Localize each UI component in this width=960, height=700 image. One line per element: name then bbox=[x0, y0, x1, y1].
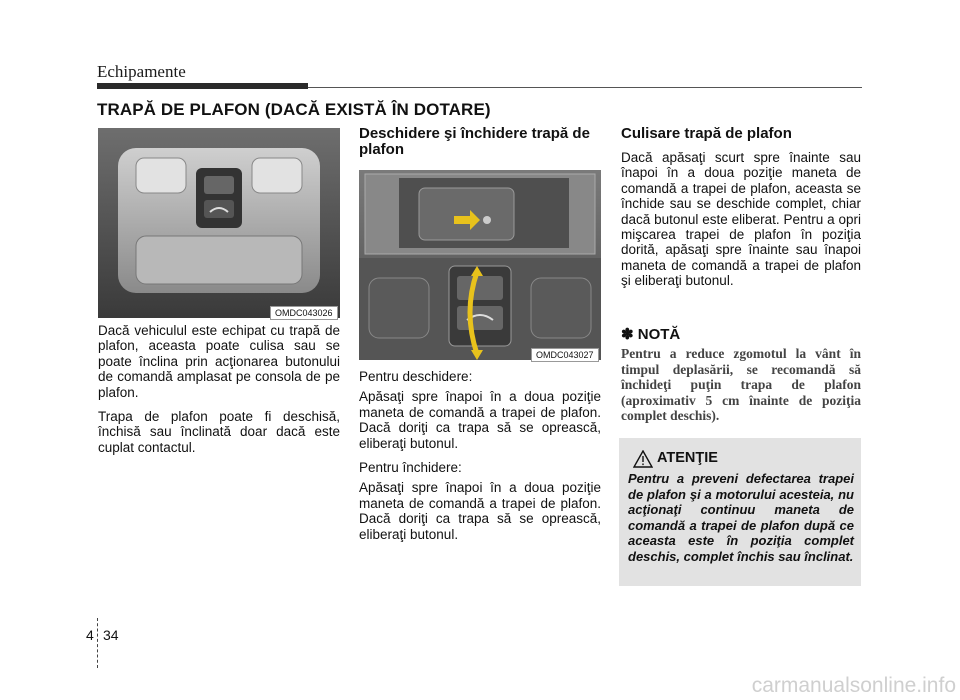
col3-text bbox=[621, 150, 861, 298]
col2-paragraph: Pentru închidere: bbox=[359, 460, 462, 476]
watermark: carmanualsonline.info bbox=[751, 674, 956, 697]
footer-divider bbox=[97, 618, 98, 668]
chapter-number: 4 bbox=[86, 627, 94, 643]
col1-paragraph: Trapa de plafon poate fi deschisă, închisă sau înclinată doar dacă este cuplat contactul. bbox=[98, 409, 340, 455]
warning-title: ATENŢIE bbox=[657, 450, 718, 466]
note-title: ✽ NOTĂ bbox=[621, 326, 681, 343]
col2-paragraph: Apăsaţi spre înapoi în a doua poziţie maneta de comandă a trapei de plafon. Dacă doriţi ca trapa să se oprească, eliberaţi butonul. bbox=[359, 389, 601, 451]
image-caption-1: OMDC043026 bbox=[270, 306, 338, 320]
section-title: TRAPĂ DE PLAFON (DACĂ EXISTĂ ÎN DOTARE) bbox=[97, 100, 491, 119]
col2-text bbox=[359, 369, 601, 551]
col3-title: Culisare trapă de plafon bbox=[621, 125, 792, 142]
col2-paragraph: Pentru deschidere: bbox=[359, 369, 473, 384]
col1-paragraph: Dacă vehiculul este echipat cu trapă de plafon, aceasta poate culisa sau se poate înclina prin acţionarea butonului de comandă amplasat pe consola de pe plafon. bbox=[98, 323, 340, 400]
page-number: 34 bbox=[103, 627, 119, 643]
warning-box bbox=[619, 438, 861, 586]
chapter-title: Echipamente bbox=[97, 62, 186, 81]
header-rule-thin bbox=[308, 87, 862, 88]
overhead-console-photo bbox=[98, 128, 340, 318]
col1-text bbox=[98, 323, 340, 464]
col2-paragraph: Apăsaţi spre înapoi în a doua poziţie maneta de comandă a trapei de plafon. Dacă doriţi ca trapa să se oprească, eliberaţi butonul. bbox=[359, 480, 601, 542]
warning-text: Pentru a preveni defectarea trapei de plafon şi a motorului acesteia, nu acţionaţi continuu maneta de comandă a trapei de plafon după ce aceasta este în poziţia complet deschis, complet închis sau înclinat. bbox=[628, 471, 854, 564]
col3-paragraph: Dacă apăsaţi scurt spre înainte sau înapoi în a doua poziţie maneta de comandă a trapei de plafon, aceasta se închide sau se deschide complet, chiar dacă butonul este eliberat. Pentru a opri mişcarea trapei de plafon în poziţia dorită, apăsaţi spre înainte sau înapoi maneta de comandă a trapei de plafon şi eliberaţi butonul. bbox=[621, 150, 861, 289]
sunroof-control-photo bbox=[359, 170, 601, 360]
note-text: Pentru a reduce zgomotul la vânt în timpul deplasării, se recomandă să închideţi puţin trapa de plafon (aproximativ 5 cm înainte de poziţia complet deschis). bbox=[621, 346, 861, 423]
col2-title: Deschidere şi închidere trapă de plafon bbox=[359, 125, 590, 158]
warning-triangle-icon bbox=[633, 450, 653, 468]
header-rule-thick bbox=[97, 83, 308, 89]
image-caption-2: OMDC043027 bbox=[531, 348, 599, 362]
